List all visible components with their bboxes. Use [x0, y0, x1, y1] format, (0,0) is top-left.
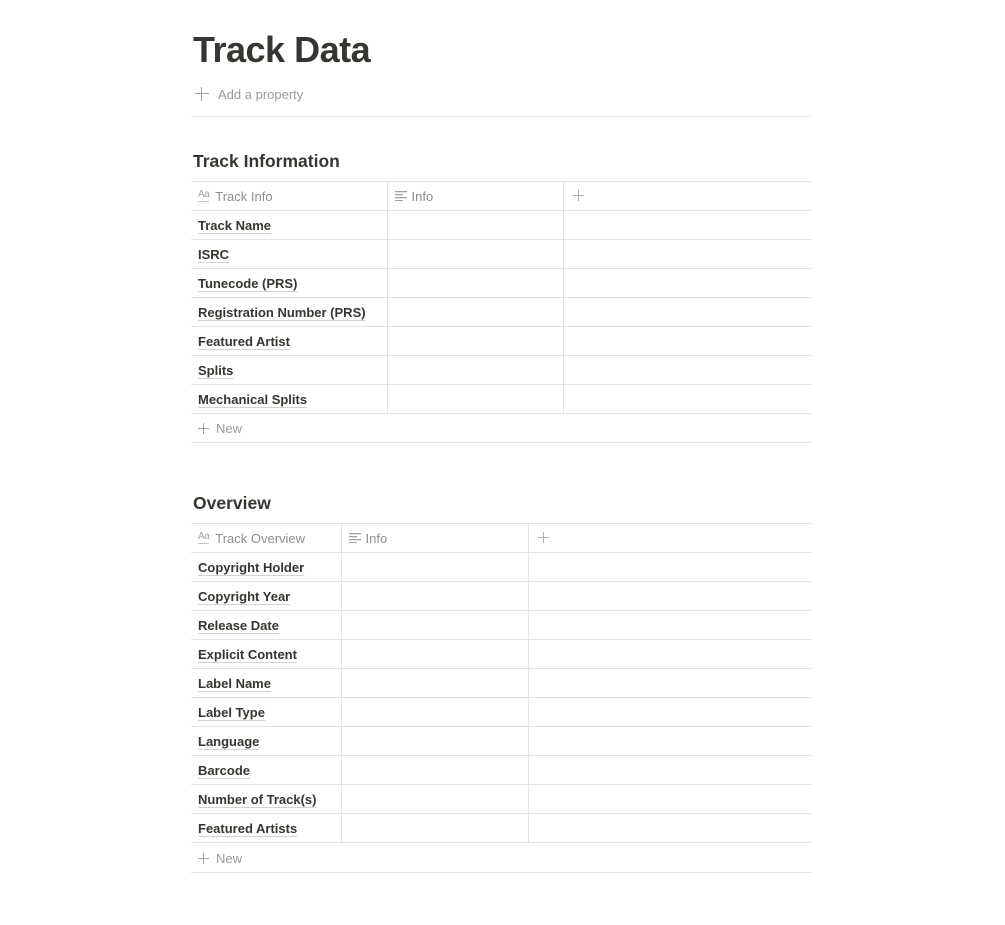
empty-cell[interactable] — [528, 785, 811, 814]
column-header-track-info[interactable] — [191, 182, 387, 211]
row-title-cell[interactable]: Splits — [191, 356, 387, 385]
row-title-cell[interactable]: Release Date — [191, 611, 341, 640]
new-row-label: New — [216, 421, 243, 436]
empty-cell[interactable] — [528, 727, 811, 756]
column-header-track-overview[interactable] — [191, 524, 341, 553]
empty-cell[interactable] — [528, 553, 811, 582]
row-title-cell[interactable]: Label Type — [191, 698, 341, 727]
row-title-cell[interactable]: Label Name — [191, 669, 341, 698]
row-title-cell[interactable]: Tunecode (PRS) — [191, 269, 387, 298]
info-cell[interactable] — [387, 211, 563, 240]
text-lines-icon — [349, 533, 361, 543]
info-cell[interactable] — [387, 356, 563, 385]
table-row[interactable] — [191, 211, 811, 240]
table-row[interactable] — [191, 298, 811, 327]
table-row[interactable] — [191, 240, 811, 269]
track-information-table — [191, 181, 811, 414]
column-header-label: Track Overview — [215, 530, 306, 546]
empty-cell[interactable] — [563, 327, 811, 356]
table-row[interactable] — [191, 640, 811, 669]
empty-cell[interactable] — [528, 669, 811, 698]
column-header-info[interactable] — [341, 524, 528, 553]
row-title-cell[interactable]: Mechanical Splits — [191, 385, 387, 414]
empty-cell[interactable] — [528, 814, 811, 843]
plus-icon[interactable] — [538, 532, 549, 543]
empty-cell[interactable] — [563, 385, 811, 414]
plus-icon — [195, 87, 209, 101]
new-row-button[interactable] — [191, 415, 811, 443]
table-row[interactable] — [191, 269, 811, 298]
info-cell[interactable] — [341, 611, 528, 640]
divider — [191, 116, 811, 117]
info-cell[interactable] — [387, 327, 563, 356]
row-title-cell[interactable]: Explicit Content — [191, 640, 341, 669]
table-row[interactable] — [191, 785, 811, 814]
add-column-header[interactable] — [563, 182, 811, 211]
row-title-cell[interactable]: Barcode — [191, 756, 341, 785]
table-row[interactable] — [191, 727, 811, 756]
column-header-info[interactable] — [387, 182, 563, 211]
row-title-cell[interactable]: Number of Track(s) — [191, 785, 341, 814]
text-lines-icon — [395, 191, 407, 201]
overview-table — [191, 523, 811, 843]
section-heading-track-information[interactable]: Track Information — [193, 151, 340, 171]
new-row-label: New — [216, 851, 243, 866]
table-row[interactable] — [191, 756, 811, 785]
info-cell[interactable] — [387, 240, 563, 269]
row-title-cell[interactable]: Registration Number (PRS) — [191, 298, 387, 327]
table-row[interactable] — [191, 698, 811, 727]
info-cell[interactable] — [387, 385, 563, 414]
info-cell[interactable] — [341, 698, 528, 727]
table-row[interactable] — [191, 669, 811, 698]
add-column-header[interactable] — [528, 524, 811, 553]
table-row[interactable] — [191, 814, 811, 843]
table-header-row — [191, 524, 811, 553]
plus-icon — [198, 423, 209, 434]
column-header-label: Info — [411, 188, 434, 204]
table-row[interactable] — [191, 611, 811, 640]
empty-cell[interactable] — [528, 756, 811, 785]
empty-cell[interactable] — [563, 240, 811, 269]
row-title-cell[interactable]: Language — [191, 727, 341, 756]
row-title-cell[interactable]: Copyright Year — [191, 582, 341, 611]
new-row-button[interactable] — [191, 845, 811, 873]
info-cell[interactable] — [341, 785, 528, 814]
row-title-cell[interactable]: ISRC — [191, 240, 387, 269]
plus-icon — [198, 853, 209, 864]
empty-cell[interactable] — [563, 211, 811, 240]
table-row[interactable] — [191, 385, 811, 414]
info-cell[interactable] — [341, 814, 528, 843]
aa-text-icon: Aa — [198, 189, 210, 200]
empty-cell[interactable] — [528, 582, 811, 611]
row-title-cell[interactable]: Featured Artists — [191, 814, 341, 843]
row-title-cell[interactable]: Featured Artist — [191, 327, 387, 356]
info-cell[interactable] — [341, 756, 528, 785]
plus-icon[interactable] — [573, 190, 584, 201]
row-title-cell[interactable]: Track Name — [191, 211, 387, 240]
info-cell[interactable] — [341, 582, 528, 611]
info-cell[interactable] — [387, 298, 563, 327]
info-cell[interactable] — [341, 553, 528, 582]
empty-cell[interactable] — [563, 269, 811, 298]
info-cell[interactable] — [387, 269, 563, 298]
empty-cell[interactable] — [528, 698, 811, 727]
empty-cell[interactable] — [528, 640, 811, 669]
empty-cell[interactable] — [528, 611, 811, 640]
section-heading-overview[interactable]: Overview — [193, 493, 271, 513]
page-title[interactable]: Track Data — [193, 29, 371, 70]
add-property-label: Add a property — [218, 86, 304, 102]
column-header-label: Track Info — [215, 188, 273, 204]
table-row[interactable] — [191, 553, 811, 582]
empty-cell[interactable] — [563, 298, 811, 327]
info-cell[interactable] — [341, 669, 528, 698]
aa-text-icon: Aa — [198, 531, 210, 542]
info-cell[interactable] — [341, 640, 528, 669]
add-property-button[interactable] — [195, 83, 303, 105]
table-row[interactable] — [191, 582, 811, 611]
column-header-label: Info — [365, 530, 388, 546]
empty-cell[interactable] — [563, 356, 811, 385]
table-row[interactable] — [191, 356, 811, 385]
table-row[interactable] — [191, 327, 811, 356]
table-header-row — [191, 182, 811, 211]
row-title-cell[interactable]: Copyright Holder — [191, 553, 341, 582]
info-cell[interactable] — [341, 727, 528, 756]
